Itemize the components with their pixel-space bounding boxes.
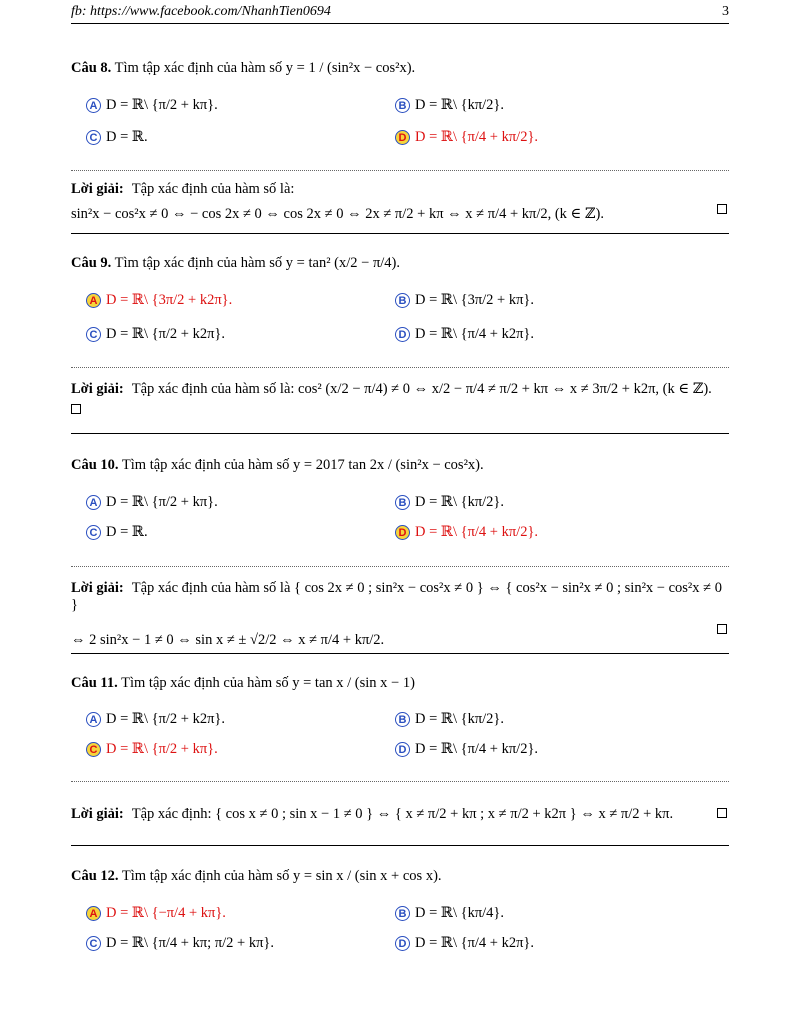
option-d-correct[interactable] bbox=[395, 524, 538, 541]
question-11 bbox=[71, 675, 415, 692]
option-a[interactable] bbox=[86, 494, 218, 511]
option-c-correct[interactable] bbox=[86, 741, 218, 758]
option-b[interactable] bbox=[395, 97, 504, 114]
question-text: Tìm tập xác định của hàm số y = 2017 tan 2x / (sin²x − cos²x). bbox=[121, 457, 484, 473]
option-text: D = ℝ\ {π/4 + kπ/2}. bbox=[415, 129, 539, 145]
option-text: D = ℝ\ {π/2 + kπ}. bbox=[106, 97, 218, 113]
option-d[interactable] bbox=[395, 741, 538, 758]
option-text: D = ℝ\ {π/4 + k2π}. bbox=[415, 326, 534, 342]
option-badge-d: D bbox=[395, 525, 410, 540]
question-label: Câu 12. bbox=[71, 868, 119, 884]
solution-text: ⇔ 2 sin²x − 1 ≠ 0 ⇔ sin x ≠ ± √2/2 ⇔ x ≠ π/4 + kπ/2. bbox=[71, 632, 385, 648]
option-text: D = ℝ. bbox=[106, 129, 148, 145]
solution-9 bbox=[71, 381, 731, 398]
option-badge-c: C bbox=[86, 525, 101, 540]
section-rule bbox=[71, 845, 729, 846]
section-rule bbox=[71, 233, 729, 234]
solution-text: Tập xác định của hàm số là: bbox=[131, 181, 295, 197]
option-b[interactable] bbox=[395, 711, 504, 728]
option-d[interactable] bbox=[395, 935, 534, 952]
solution-11 bbox=[71, 806, 711, 823]
solution-text: sin²x − cos²x ≠ 0 ⇔ − cos 2x ≠ 0 ⇔ cos 2x ≠ 0 ⇔ 2x ≠ π/2 + kπ ⇔ x ≠ π/4 + kπ/2, (k ∈ ℤ). bbox=[71, 206, 604, 222]
question-label: Câu 8. bbox=[71, 60, 112, 76]
option-badge-c: C bbox=[86, 130, 101, 145]
option-text: D = ℝ\ {π/4 + kπ/2}. bbox=[415, 524, 539, 540]
option-text: D = ℝ\ {π/2 + kπ}. bbox=[106, 741, 218, 757]
option-text: D = ℝ\ {π/2 + kπ}. bbox=[106, 494, 218, 510]
solution-label: Lời giải: bbox=[71, 381, 124, 397]
solution-text: Tập xác định: { cos x ≠ 0 ; sin x − 1 ≠ 0 } ⇔ { x ≠ π/2 + kπ ; x ≠ π/2 + k2π } ⇔ x ≠ π/2 + kπ. bbox=[131, 806, 674, 822]
dotted-separator bbox=[71, 566, 729, 567]
option-text: D = ℝ\ {kπ/4}. bbox=[415, 905, 504, 921]
header-rule bbox=[71, 23, 729, 24]
option-a[interactable] bbox=[86, 711, 225, 728]
solution-text: Tập xác định của hàm số là { cos 2x ≠ 0 ; sin²x − cos²x ≠ 0 } ⇔ { cos²x − sin²x ≠ 0 ; sin²x − cos²x ≠ 0 } bbox=[71, 580, 722, 613]
solution-label: Lời giải: bbox=[71, 806, 124, 822]
question-text: Tìm tập xác định của hàm số y = sin x / (sin x + cos x). bbox=[121, 868, 442, 884]
page-header-link: fb: https://www.facebook.com/NhanhTien0694 bbox=[71, 4, 331, 19]
question-9 bbox=[71, 255, 400, 272]
option-badge-c: C bbox=[86, 742, 101, 757]
option-text: D = ℝ\ {π/4 + kπ/2}. bbox=[415, 741, 539, 757]
option-text: D = ℝ\ {kπ/2}. bbox=[415, 97, 504, 113]
question-10 bbox=[71, 457, 484, 474]
qed-box bbox=[71, 404, 81, 414]
option-text: D = ℝ\ {kπ/2}. bbox=[415, 494, 504, 510]
option-text: D = ℝ\ {3π/2 + kπ}. bbox=[415, 292, 534, 308]
dotted-separator bbox=[71, 367, 729, 368]
option-badge-b: B bbox=[395, 293, 410, 308]
question-12 bbox=[71, 868, 442, 885]
question-text: Tìm tập xác định của hàm số y = tan² (x/2 − π/4). bbox=[114, 255, 401, 271]
section-rule bbox=[71, 653, 729, 654]
option-a-correct[interactable] bbox=[86, 292, 232, 309]
dotted-separator bbox=[71, 170, 729, 171]
qed-box bbox=[717, 624, 727, 634]
qed-box bbox=[717, 808, 727, 818]
option-badge-a: A bbox=[86, 293, 101, 308]
option-badge-c: C bbox=[86, 327, 101, 342]
option-c[interactable] bbox=[86, 129, 148, 146]
dotted-separator bbox=[71, 781, 729, 782]
option-text: D = ℝ\ {kπ/2}. bbox=[415, 711, 504, 727]
option-text: D = ℝ\ {π/2 + k2π}. bbox=[106, 711, 225, 727]
page-number: 3 bbox=[722, 4, 729, 19]
option-c[interactable] bbox=[86, 326, 225, 343]
section-rule bbox=[71, 433, 729, 434]
solution-text: Tập xác định của hàm số là: cos² (x/2 − π/4) ≠ 0 ⇔ x/2 − π/4 ≠ π/2 + kπ ⇔ x ≠ 3π/2 + k2π, (k ∈ ℤ). bbox=[131, 381, 712, 397]
question-label: Câu 10. bbox=[71, 457, 119, 473]
option-d[interactable] bbox=[395, 326, 534, 343]
option-text: D = ℝ. bbox=[106, 524, 148, 540]
option-b[interactable] bbox=[395, 494, 504, 511]
option-a[interactable] bbox=[86, 97, 218, 114]
option-b[interactable] bbox=[395, 905, 504, 922]
option-text: D = ℝ\ {π/2 + k2π}. bbox=[106, 326, 225, 342]
option-b[interactable] bbox=[395, 292, 534, 309]
question-label: Câu 11. bbox=[71, 675, 118, 691]
solution-8 bbox=[71, 181, 604, 223]
option-badge-b: B bbox=[395, 906, 410, 921]
option-badge-a: A bbox=[86, 906, 101, 921]
question-8 bbox=[71, 60, 415, 77]
option-badge-d: D bbox=[395, 936, 410, 951]
option-badge-c: C bbox=[86, 936, 101, 951]
option-badge-d: D bbox=[395, 327, 410, 342]
option-text: D = ℝ\ {π/4 + kπ; π/2 + kπ}. bbox=[106, 935, 274, 951]
qed-box bbox=[717, 204, 727, 214]
solution-10 bbox=[71, 580, 731, 649]
question-text: Tìm tập xác định của hàm số y = 1 / (sin²x − cos²x). bbox=[114, 60, 416, 76]
option-a-correct[interactable] bbox=[86, 905, 226, 922]
option-text: D = ℝ\ {π/4 + k2π}. bbox=[415, 935, 534, 951]
question-text: Tìm tập xác định của hàm số y = tan x / (sin x − 1) bbox=[121, 675, 415, 691]
option-d-correct[interactable] bbox=[395, 129, 538, 146]
solution-label: Lời giải: bbox=[71, 580, 124, 596]
option-c[interactable] bbox=[86, 935, 274, 952]
option-badge-d: D bbox=[395, 742, 410, 757]
option-badge-a: A bbox=[86, 98, 101, 113]
option-badge-b: B bbox=[395, 712, 410, 727]
option-badge-a: A bbox=[86, 712, 101, 727]
option-badge-b: B bbox=[395, 495, 410, 510]
option-badge-d: D bbox=[395, 130, 410, 145]
solution-label: Lời giải: bbox=[71, 181, 124, 197]
option-text: D = ℝ\ {−π/4 + kπ}. bbox=[106, 905, 226, 921]
option-c[interactable] bbox=[86, 524, 148, 541]
option-badge-b: B bbox=[395, 98, 410, 113]
option-text: D = ℝ\ {3π/2 + k2π}. bbox=[106, 292, 233, 308]
question-label: Câu 9. bbox=[71, 255, 112, 271]
option-badge-a: A bbox=[86, 495, 101, 510]
